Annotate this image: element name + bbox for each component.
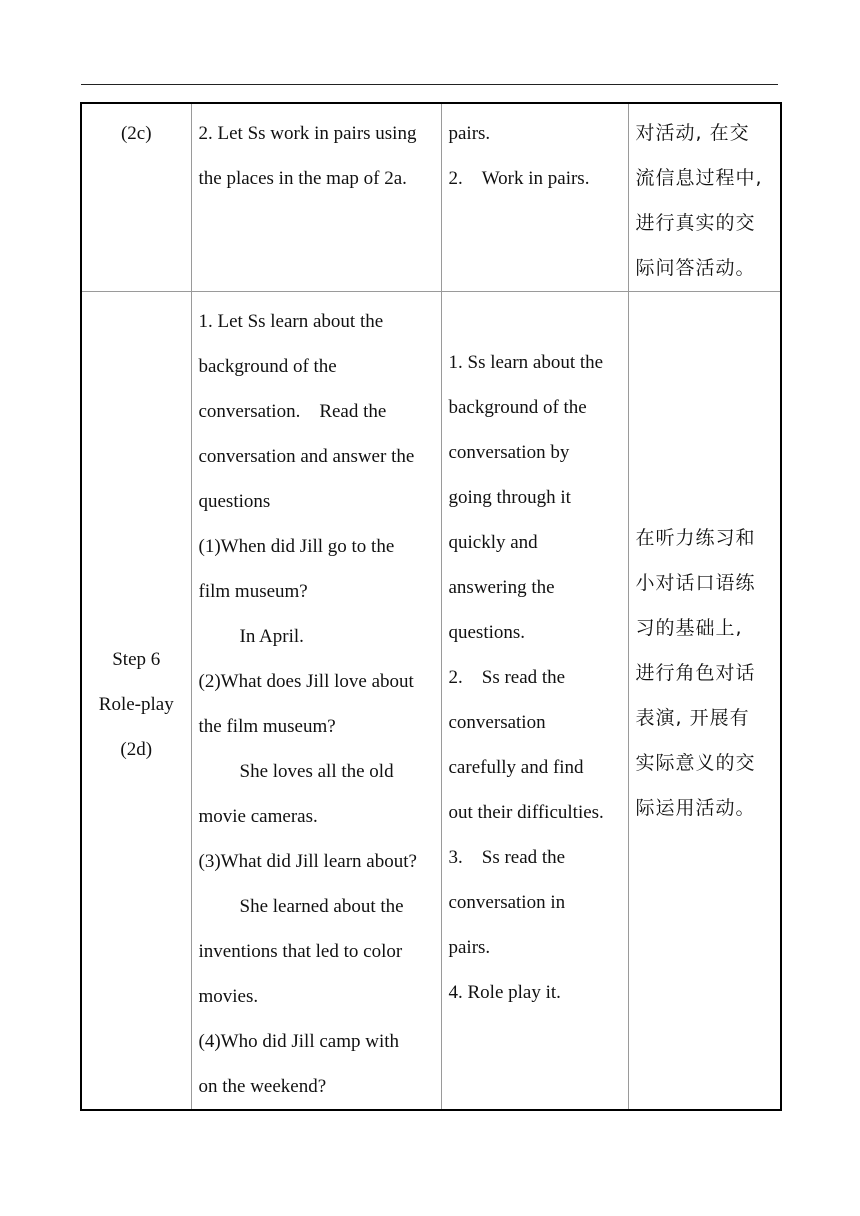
student-line: conversation by [448, 441, 570, 463]
question-line: (2)What does Jill love about [198, 671, 414, 692]
purpose-line: 小对话口语练 [635, 571, 756, 594]
table-row [81, 103, 781, 292]
teacher-line: 1. Let Ss learn about the [198, 311, 384, 332]
student-line: going through it [448, 486, 571, 508]
step-cell [81, 103, 191, 292]
teacher-line: questions [198, 491, 271, 512]
teacher-line: conversation. Read the [198, 401, 387, 422]
header-rule [81, 84, 778, 85]
table-row [81, 292, 781, 1111]
purpose-line: 表演, 开展有 [635, 706, 750, 729]
student-line: 2. Ss read the [448, 666, 566, 688]
student-line: answering the [448, 576, 555, 598]
step-label: (2c) [120, 123, 152, 144]
question-line: film museum? [198, 581, 308, 602]
student-line: background of the [448, 396, 587, 418]
step-cell [81, 292, 191, 1111]
purpose-line: 际运用活动。 [635, 796, 756, 819]
student-line: 4. Role play it. [448, 981, 561, 1003]
teacher-line: conversation and answer the [198, 446, 415, 467]
answer-line: In April. [239, 626, 304, 647]
student-activity-cell [441, 292, 628, 1111]
purpose-line: 进行真实的交 [635, 212, 756, 234]
purpose-line: 在听力练习和 [635, 526, 756, 549]
answer-line: She learned about the [239, 896, 404, 917]
teacher-line: the places in the map of 2a. [198, 168, 407, 189]
question-line: on the weekend? [198, 1076, 327, 1097]
purpose-line: 进行角色对话 [635, 661, 756, 684]
step-label: (2d) [120, 738, 153, 760]
question-line: the film museum? [198, 716, 336, 737]
student-line: pairs. [448, 936, 491, 958]
answer-line: movie cameras. [198, 806, 318, 827]
student-line: 3. Ss read the [448, 846, 566, 868]
question-line: (3)What did Jill learn about? [198, 851, 417, 872]
student-line: conversation in [448, 891, 566, 913]
teacher-activity-cell [191, 103, 441, 292]
answer-line: movies. [198, 986, 259, 1007]
answer-line: She loves all the old [239, 761, 394, 782]
purpose-line: 习的基础上, [635, 616, 743, 639]
student-activity-cell [441, 103, 628, 292]
student-line: questions. [448, 621, 526, 643]
teacher-line: background of the [198, 356, 337, 377]
teacher-line: 2. Let Ss work in pairs using [198, 123, 417, 144]
purpose-cell [628, 292, 781, 1111]
step-label: Role-play [98, 693, 174, 715]
teacher-activity-cell [191, 292, 441, 1111]
lesson-plan-table [80, 102, 782, 1111]
answer-line: inventions that led to color [198, 941, 403, 962]
student-line: conversation [448, 711, 546, 733]
student-line: quickly and [448, 531, 538, 553]
step-label: Step 6 [112, 648, 161, 670]
student-line: pairs. [448, 123, 491, 144]
purpose-line: 际问答活动。 [635, 257, 756, 279]
student-line: carefully and find [448, 756, 584, 778]
purpose-cell [628, 103, 781, 292]
student-line: out their difficulties. [448, 801, 604, 823]
student-line: 2. Work in pairs. [448, 168, 590, 189]
purpose-line: 对活动, 在交 [635, 122, 750, 144]
purpose-line: 实际意义的交 [635, 751, 756, 774]
question-line: (1)When did Jill go to the [198, 536, 395, 557]
student-line: 1. Ss learn about the [448, 351, 604, 373]
purpose-line: 流信息过程中, [635, 167, 763, 189]
question-line: (4)Who did Jill camp with [198, 1031, 400, 1052]
